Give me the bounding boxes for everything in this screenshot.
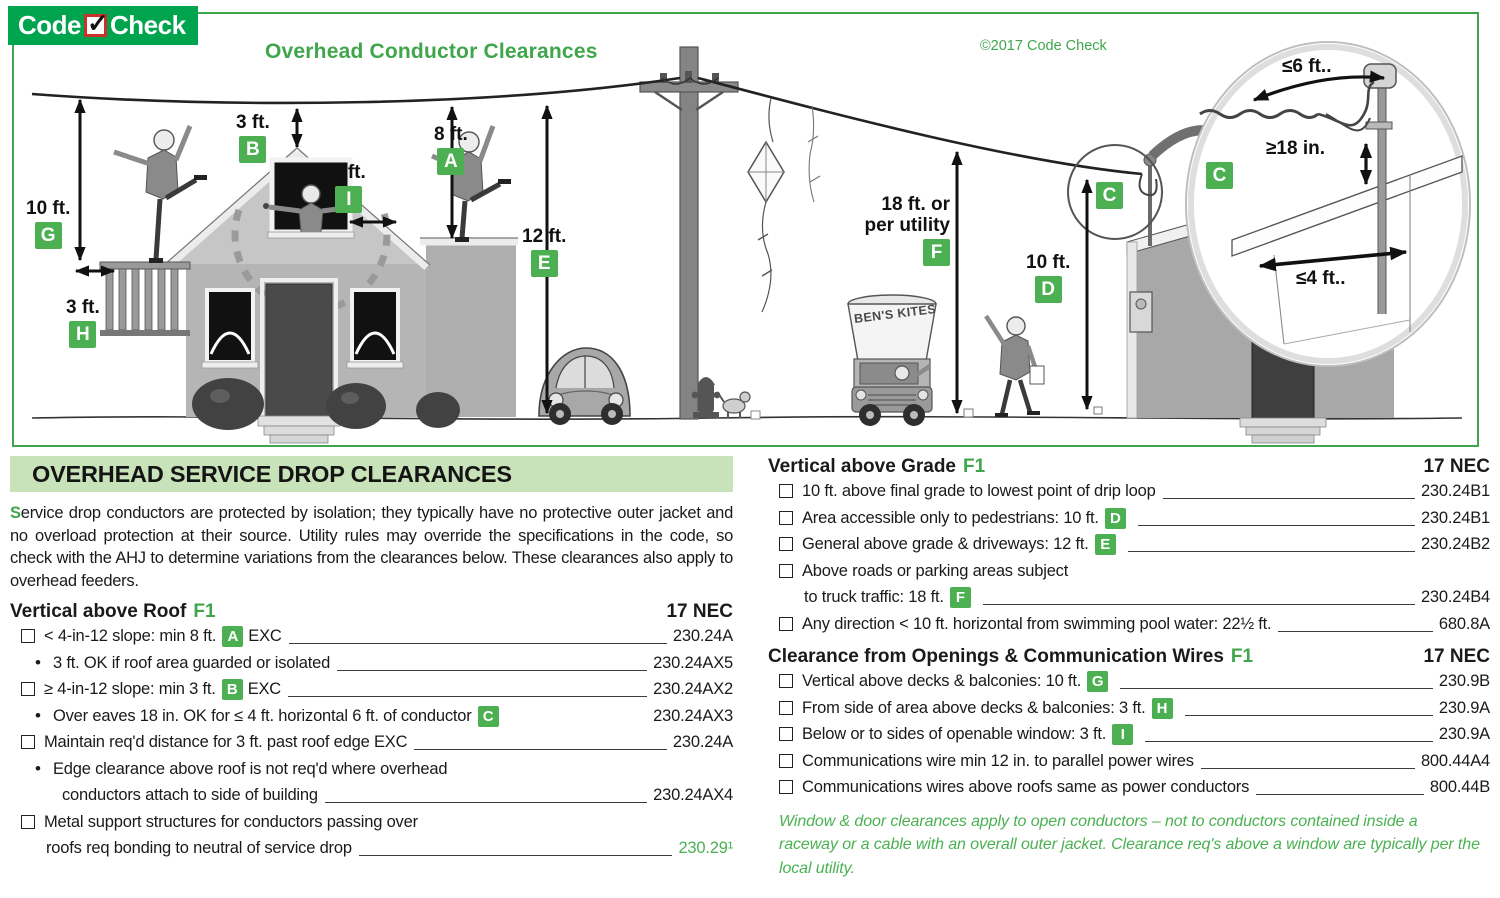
checklist-item bbox=[768, 774, 1490, 801]
inset-detail-art bbox=[1186, 42, 1470, 366]
bullet-icon bbox=[35, 703, 49, 730]
leader-line bbox=[359, 835, 673, 856]
checklist-subitem bbox=[10, 650, 733, 677]
key-badge-f: F bbox=[950, 587, 971, 608]
code-ref: 230.24A bbox=[672, 627, 733, 645]
leader-line bbox=[1120, 668, 1433, 689]
checkbox-icon bbox=[21, 682, 35, 696]
section-title bbox=[768, 456, 985, 478]
key-badge-b: B bbox=[239, 136, 266, 163]
clearance-label-h bbox=[66, 297, 100, 348]
franklin-figure-walking bbox=[986, 316, 1044, 417]
leader-line bbox=[337, 650, 647, 671]
inset-arc-label: ≤6 ft.. bbox=[1282, 56, 1332, 77]
key-badge-e: E bbox=[531, 250, 558, 277]
item-text: < 4-in-12 slope: min 8 ft. bbox=[44, 627, 217, 645]
clearance-diagram-panel bbox=[12, 12, 1479, 447]
section-band-title: OVERHEAD SERVICE DROP CLEARANCES bbox=[10, 456, 733, 492]
clearance-label-a bbox=[434, 124, 468, 175]
checklist-subitem bbox=[10, 703, 733, 730]
key-badge-c-inset: C bbox=[1206, 162, 1233, 189]
key-badge-b: B bbox=[222, 679, 243, 700]
leader-line bbox=[1128, 531, 1415, 552]
checkbox-icon bbox=[779, 727, 793, 741]
clearance-value: 3 ft. bbox=[66, 297, 100, 318]
section-header-roof bbox=[10, 601, 733, 623]
intro-paragraph bbox=[10, 502, 733, 592]
code-ref: 230.24B4 bbox=[1420, 588, 1490, 606]
key-badge-h: H bbox=[1152, 698, 1173, 719]
leader-line bbox=[288, 676, 647, 697]
checklist-item bbox=[768, 721, 1490, 748]
item-text: Over eaves 18 in. OK for ≤ 4 ft. horizontal 6 ft. of conductor bbox=[53, 706, 472, 725]
checklist-item bbox=[768, 748, 1490, 775]
checklist-item bbox=[768, 668, 1490, 695]
nec-column-header: 17 NEC bbox=[1423, 646, 1490, 667]
item-text: From side of area above decks & balconies: 3 ft. bbox=[802, 698, 1146, 717]
inset-width-label: ≤4 ft.. bbox=[1296, 268, 1346, 289]
checklist-item bbox=[768, 505, 1490, 532]
item-text: conductors attach to side of building bbox=[62, 786, 318, 804]
leader-line bbox=[1278, 611, 1432, 632]
clearance-label-g bbox=[26, 198, 70, 249]
item-text: to truck traffic: 18 ft. bbox=[804, 588, 944, 606]
clearance-scene-art bbox=[14, 14, 1477, 445]
item-text: EXC bbox=[248, 627, 282, 645]
clearance-value: 10 ft. bbox=[1026, 252, 1071, 273]
clearance-label-i bbox=[332, 162, 366, 213]
code-ref: 230.24AX2 bbox=[653, 680, 733, 698]
checklist-item bbox=[768, 611, 1490, 638]
item-text: 3 ft. OK if roof area guarded or isolated bbox=[53, 653, 331, 672]
checkbox-icon bbox=[779, 484, 793, 498]
clearance-value: 3 ft. bbox=[332, 162, 366, 183]
section-header-openings bbox=[768, 646, 1490, 668]
figure-ref: F1 bbox=[963, 456, 986, 477]
logo-word-code: Code bbox=[18, 10, 81, 40]
logo-word-check: Check bbox=[110, 10, 186, 40]
item-text: ≥ 4-in-12 slope: min 3 ft. bbox=[44, 680, 216, 698]
checkbox-icon bbox=[21, 629, 35, 643]
item-text: Any direction < 10 ft. horizontal from swimming pool water: 22½ ft. bbox=[802, 614, 1272, 633]
checklist-item bbox=[768, 558, 1490, 585]
clearance-value: 10 ft. bbox=[26, 198, 71, 219]
key-badge-d: D bbox=[1105, 508, 1126, 529]
dog-art bbox=[718, 392, 760, 419]
code-ref: 230.24B1 bbox=[1420, 482, 1490, 500]
clearance-label-e bbox=[522, 226, 566, 277]
service-wire-left bbox=[32, 78, 680, 103]
item-text: roofs req bonding to neutral of service drop bbox=[46, 839, 352, 857]
item-text: General above grade & driveways: 12 ft. bbox=[802, 535, 1089, 553]
key-badge-f: F bbox=[923, 239, 950, 266]
car-art bbox=[539, 348, 630, 425]
checkbox-icon bbox=[21, 735, 35, 749]
key-badge-c: C bbox=[478, 706, 499, 727]
code-ref: 230.24A bbox=[672, 733, 733, 751]
code-ref: 230.24B2 bbox=[1420, 535, 1490, 553]
arrow-base-tag bbox=[1094, 407, 1102, 414]
right-column bbox=[768, 456, 1490, 880]
clearance-label-d bbox=[1026, 252, 1070, 303]
code-ref: 230.29¹ bbox=[678, 839, 733, 857]
code-ref: 230.24AX4 bbox=[653, 786, 733, 804]
utility-pole bbox=[640, 47, 738, 419]
checklist-item bbox=[10, 809, 733, 836]
checklist-item bbox=[768, 695, 1490, 722]
leader-line bbox=[289, 623, 667, 644]
key-badge-c-roof: C bbox=[1096, 182, 1123, 209]
clearance-value: 3 ft. bbox=[236, 112, 270, 133]
clearance-label-b bbox=[236, 112, 270, 163]
key-badge-a: A bbox=[437, 148, 464, 175]
code-ref: 230.9A bbox=[1438, 725, 1490, 743]
item-text: Communications wires above roofs same as power conductors bbox=[802, 778, 1250, 796]
truck-sign-text: BEN'S KITES bbox=[853, 302, 937, 326]
section-header-grade bbox=[768, 456, 1490, 478]
intro-text: ervice drop conductors are protected by isolation; they typically have no protective outer jacket and no overload protection at their source. Utility rules may override the specifications in the code, so check with the AHJ to determine variations from the clearances below. These clearances also apply to overhead feeders. bbox=[10, 504, 733, 590]
leader-line bbox=[1138, 505, 1415, 526]
key-badge-e: E bbox=[1095, 534, 1116, 555]
leader-line bbox=[1163, 478, 1415, 499]
code-check-logo bbox=[8, 6, 198, 45]
code-ref: 230.24AX5 bbox=[653, 653, 733, 672]
section-title-text: Vertical above Grade bbox=[768, 456, 956, 477]
checklist-item bbox=[768, 478, 1490, 505]
checklist-subitem bbox=[10, 756, 733, 783]
clearance-value: 12 ft. bbox=[522, 226, 567, 247]
figure-ref: F1 bbox=[193, 601, 216, 622]
intro-lead-cap: S bbox=[10, 504, 21, 522]
key-badge-i: I bbox=[335, 186, 362, 213]
section-title bbox=[10, 601, 216, 623]
code-ref: 800.44B bbox=[1429, 778, 1490, 796]
leader-line bbox=[983, 584, 1415, 605]
footnote-text: Window & door clearances apply to open conductors – not to conductors contained inside a raceway or a cable with an overall outer jacket. Clearance req's above a window are typically per the local utility. bbox=[779, 812, 1480, 877]
item-text: Area accessible only to pedestrians: 10 ft. bbox=[802, 508, 1099, 527]
code-ref: 230.24AX3 bbox=[653, 706, 733, 725]
clearance-label-f bbox=[852, 194, 950, 266]
clearance-value: 8 ft. bbox=[434, 124, 468, 145]
clearance-value: per utility bbox=[864, 215, 950, 236]
inset-vertical-label: ≥18 in. bbox=[1266, 138, 1326, 159]
bullet-icon bbox=[35, 650, 49, 677]
key-badge-a: A bbox=[222, 626, 243, 647]
copyright-text: ©2017 Code Check bbox=[980, 38, 1107, 54]
checkbox-icon bbox=[779, 780, 793, 794]
key-badge-h: H bbox=[69, 321, 96, 348]
item-text: 10 ft. above final grade to lowest point of drip loop bbox=[802, 482, 1156, 500]
clearance-value: 18 ft. or bbox=[881, 194, 950, 215]
checkbox-icon bbox=[21, 815, 35, 829]
item-text: Below or to sides of openable window: 3 ft. bbox=[802, 725, 1107, 743]
code-ref: 800.44A4 bbox=[1420, 751, 1490, 770]
checklist-item bbox=[10, 729, 733, 756]
item-text: Vertical above decks & balconies: 10 ft. bbox=[802, 672, 1082, 690]
checkbox-icon bbox=[779, 754, 793, 768]
diagram-title: Overhead Conductor Clearances bbox=[265, 40, 598, 63]
checklist-item-continuation bbox=[768, 584, 1490, 611]
leader-line bbox=[1145, 721, 1433, 742]
kite-art bbox=[748, 98, 820, 312]
key-badge-g: G bbox=[1087, 671, 1108, 692]
checkbox-icon bbox=[779, 617, 793, 631]
checkbox-icon bbox=[779, 564, 793, 578]
figure-ref: F1 bbox=[1230, 646, 1254, 667]
leader-line bbox=[1201, 748, 1415, 769]
checkbox-icon bbox=[779, 537, 793, 551]
nec-column-header: 17 NEC bbox=[666, 601, 733, 622]
leader-line bbox=[414, 729, 667, 750]
key-badge-i: I bbox=[1112, 724, 1133, 745]
nec-column-header: 17 NEC bbox=[1423, 456, 1490, 477]
item-text: EXC bbox=[247, 680, 282, 698]
checklist-item bbox=[768, 531, 1490, 558]
checklist-item bbox=[10, 676, 733, 703]
checklist-item bbox=[10, 623, 733, 650]
item-text: Maintain req'd distance for 3 ft. past roof edge EXC bbox=[44, 733, 408, 751]
code-ref: 680.8A bbox=[1438, 614, 1490, 633]
item-text: Above roads or parking areas subject bbox=[802, 561, 1069, 580]
item-text: Metal support structures for conductors passing over bbox=[44, 812, 418, 831]
bullet-icon bbox=[35, 756, 49, 783]
checkbox-icon bbox=[779, 701, 793, 715]
checkbox-icon bbox=[779, 674, 793, 688]
left-column bbox=[10, 456, 733, 862]
leader-line bbox=[325, 782, 647, 803]
section-title bbox=[768, 646, 1253, 668]
deck-art bbox=[100, 262, 190, 336]
code-ref: 230.24B1 bbox=[1420, 508, 1490, 527]
checkmark-icon bbox=[84, 14, 107, 37]
leader-line bbox=[1256, 774, 1424, 795]
section-title-text: Vertical above Roof bbox=[10, 601, 187, 622]
item-text: Communications wire min 12 in. to parallel power wires bbox=[802, 751, 1194, 770]
item-text: Edge clearance above roof is not req'd where overhead bbox=[53, 759, 448, 778]
arrow-base-tag bbox=[964, 409, 973, 417]
checklist-item-continuation bbox=[10, 835, 733, 862]
code-ref: 230.9B bbox=[1438, 672, 1490, 690]
checkbox-icon bbox=[779, 511, 793, 525]
code-ref: 230.9A bbox=[1438, 698, 1490, 717]
checklist-item-continuation bbox=[10, 782, 733, 809]
leader-line bbox=[1185, 695, 1433, 716]
key-badge-g: G bbox=[35, 222, 62, 249]
key-badge-d: D bbox=[1035, 276, 1062, 303]
section-title-text: Clearance from Openings & Communication Wires bbox=[768, 646, 1224, 667]
